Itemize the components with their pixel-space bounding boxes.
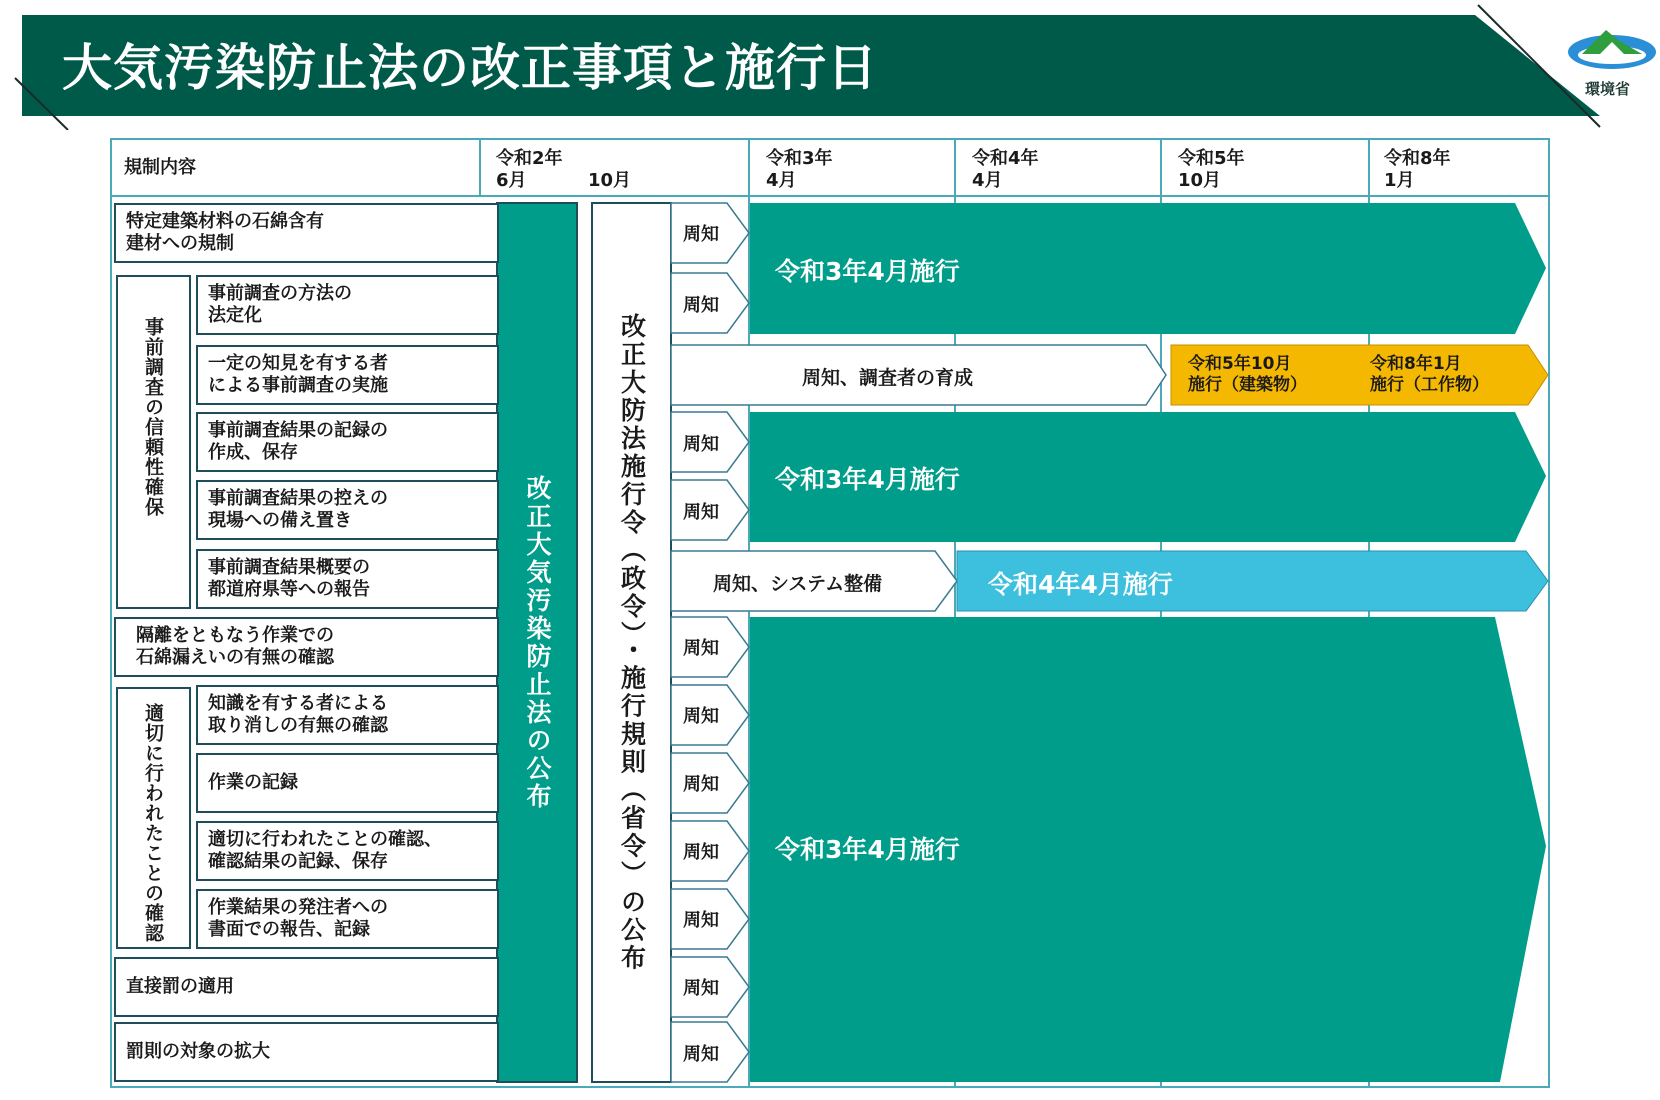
header-period-3: 令和3年 4月 [766, 148, 833, 191]
group-proper-work: 適切に行われたことの確認 [116, 687, 191, 949]
notice-label-7: 周知 [683, 638, 719, 659]
notice-label-1: 周知 [683, 224, 719, 245]
item-direct-penalty: 直接罰の適用 [114, 957, 499, 1017]
notice-label-2: 周知 [683, 295, 719, 316]
item-qualified-surveyor: 一定の知見を有する者 による事前調査の実施 [196, 345, 499, 405]
enforce-r4-label: 令和4年4月施行 [988, 570, 1173, 599]
notice-label-13: 周知 [683, 1044, 719, 1065]
enforce-r5-label: 令和5年10月 施行（建築物） [1188, 354, 1307, 395]
item-penalty-expansion: 罰則の対象の拡大 [114, 1022, 499, 1082]
item-survey-report: 事前調査結果概要の 都道府県等への報告 [196, 549, 499, 609]
enforce-r8-label: 令和8年1月 施行（工作物） [1370, 354, 1489, 395]
item-removal-check: 知識を有する者による 取り消しの有無の確認 [196, 685, 499, 745]
header-period-1: 令和2年 6月 [496, 148, 563, 191]
enforce-r3-label-2: 令和3年4月施行 [775, 465, 960, 494]
header-period-6: 令和8年 1月 [1384, 148, 1451, 191]
enforce-r3-label-3: 令和3年4月施行 [775, 835, 960, 864]
item-survey-record: 事前調査結果の記録の 作成、保存 [196, 412, 499, 472]
header-period-2: 10月 [588, 170, 632, 191]
notice-label-4: 周知 [683, 434, 719, 455]
enforce-r3-label-1: 令和3年4月施行 [775, 257, 960, 286]
notice-label-10: 周知 [683, 842, 719, 863]
law-promulgation-label: 改正大気汚染防止法の公布 [523, 474, 552, 811]
item-asbestos-materials: 特定建築材料の石綿含有 建材への規制 [114, 203, 499, 263]
item-survey-method: 事前調査の方法の 法定化 [196, 275, 499, 335]
item-proper-check-record: 適切に行われたことの確認、 確認結果の記録、保存 [196, 821, 499, 881]
header-regulation-label: 規制内容 [124, 157, 196, 178]
notice-label-12: 周知 [683, 978, 719, 999]
notice-system-label: 周知、システム整備 [713, 573, 883, 595]
notice-label-5: 周知 [683, 502, 719, 523]
item-leakage-check: 隔離をともなう作業での 石綿漏えいの有無の確認 [114, 617, 499, 677]
notice-training-label: 周知、調査者の育成 [802, 367, 974, 389]
group-pre-survey: 事前調査の信頼性確保 [116, 275, 191, 609]
notice-label-9: 周知 [683, 774, 719, 795]
item-client-report: 作業結果の発注者への 書面での報告、記録 [196, 889, 499, 949]
item-work-record: 作業の記録 [196, 753, 499, 813]
header-period-4: 令和4年 4月 [972, 148, 1039, 191]
header-period-5: 令和5年 10月 [1178, 148, 1245, 191]
order-promulgation-label: 改正大防法施行令（政令）・施行規則（省令）の公布 [617, 312, 647, 973]
notice-label-8: 周知 [683, 706, 719, 727]
notice-label-11: 周知 [683, 910, 719, 931]
logo-text: 環境省 [1585, 80, 1631, 98]
page-title: 大気汚染防止法の改正事項と施行日 [62, 39, 878, 97]
item-survey-copy-onsite: 事前調査結果の控えの 現場への備え置き [196, 480, 499, 540]
